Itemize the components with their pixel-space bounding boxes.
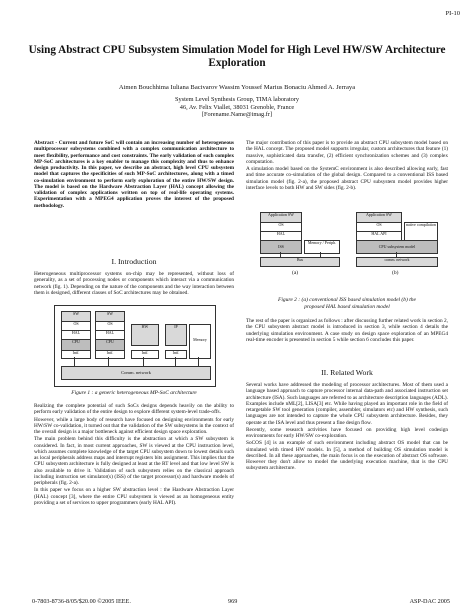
footer-page-number: 969 [228, 598, 238, 605]
fig1-os-box: OS [61, 321, 91, 331]
fig1-cpu-box: CPU [95, 339, 125, 351]
fig2-label-a: (a) [292, 270, 299, 276]
intro-paragraph: The main problem behind this difficulty is the abstraction at which a SW subsystem is considered. In fact, in most current approaches, SW is viewed at the CPU instruction level, which assumes complete knowledge of the target CPU subsystem down to lowest details such as local peripherals address maps and interrupt registers bits assignment. This implies that the CPU subsystem architecture is fully designed at least at the RT level and that low level SW is also available to drive it. Validation of such subsystem relies on the classical approach including instruction set simulator(s) (ISS) of the target processor(s) and hardware models of peripherals (fig. 2-a). [34, 436, 234, 486]
fig2b-app-sw-box: Application SW [356, 212, 402, 223]
intro-paragraph: Realizing the complete potential of such SoCs designs depends heavily on the ability to perform early validation of the entire design to explore different system-level trade-offs. [34, 403, 234, 416]
fig1-hal-box: HAL [95, 330, 125, 340]
fig2a-link [320, 252, 321, 257]
fig1-link [74, 357, 75, 366]
figure-2-caption [246, 297, 448, 310]
fig2a-hal-box: HAL [260, 231, 302, 241]
figure-1-diagram [54, 305, 216, 387]
fig1-link [108, 357, 109, 366]
fig2b-cpu-model-box: CPU subsystem model [356, 240, 438, 254]
intro-paragraph: In this paper we focus on a higher SW abstraction level : the Hardware Abstraction Layer (HAL) concept [3], where the entire CPU subsystem is viewed as an homogeneous entity providing a set of services to upper programmers (early HAL API). [34, 487, 234, 506]
footer-copyright: 0-7803-8736-8/05/$20.00 ©2005 IEEE. [32, 598, 131, 605]
fig2a-bus-box: Bus [260, 257, 340, 267]
intro-paragraph: However, while a large body of research have focused on designing environments for early HW/SW co-validation, it turned out that the validation of the SW subsystems in the context of the overall design is a major bottleneck against efficient design space exploration. [34, 416, 234, 435]
fig2b-native-box: native compilation [404, 222, 438, 241]
organization-paragraph: The rest of the paper is organized as follows : after discussing further related work in section 2, the CPU subsystem abstract model is introduced in section 3, while section 4 details the underlying simulation environment. A case study on design space exploration of an MPEG4 real-time encoder is presented in section 5 while section 6 concludes this paper. [246, 318, 448, 343]
fig1-hal-box: HAL [61, 330, 91, 340]
authors: Aimen Bouchhima Iuliana Bacivarov Wassim Youssef Marius Bonaciu Ahmed A. Jerraya [118, 84, 356, 91]
intro-body [34, 403, 234, 507]
fig1-link [175, 357, 176, 366]
related-paragraph: SoCOS [4] is an example of such environment including abstract OS model that can be simulated with timed HW models. In [5], a method of building OS simulation model is described. In all these approaches, the main focus is on the execution of abstract OS software. However they don't allow to model the underlying execution machine, that is the CPU subsystem architecture. [246, 440, 448, 472]
contribution-body [246, 140, 448, 192]
fig2a-link [280, 252, 281, 257]
fig2a-periph-box: Memory / Periph. [304, 240, 340, 254]
affiliation-line: 46, Av. Felix Viallet, 38031 Grenoble, France [179, 103, 295, 111]
fig1-cpu-box: CPU [61, 339, 91, 351]
fig1-intf-box: Intf. [95, 350, 125, 359]
fig1-sw-box: SW [95, 311, 125, 322]
fig1-os-box: OS [95, 321, 125, 331]
fig2b-hal-api-box: HAL API [356, 231, 402, 241]
section-heading-related-work: II. Related Work [321, 368, 373, 377]
page-id: PI-10 [445, 10, 460, 17]
figure-2-diagram [256, 210, 440, 290]
fig1-hw-box: HW [131, 324, 159, 346]
fig2b-comm-network-box: comm. network [356, 257, 438, 267]
right-paragraph: The major contribution of this paper is to provide an abstract CPU subsystem model based on the HAL concept. The proposed model supports irregular, custom architectures that feature (1) massive, sophisticated data transfer, (2) efficient synchronization schemes and (3) complex computation. [246, 140, 448, 165]
intro-paragraph: Heterogeneous multiprocessor systems on-chip may be represented, without loss of generality, as a set of processing nodes or components which interact via a communication network (fig. 1). Depending on the nature of the components and the way interaction between them is designed, different classes of SoC architectures may be obtained. [34, 271, 234, 296]
fig2a-app-sw-box: Application SW [260, 212, 302, 223]
fig1-intf-box: Intf. [131, 350, 159, 359]
related-work-body [246, 382, 448, 473]
related-paragraph: Recently, some research activities have focused on providing high level codesign environments for early HW/SW co-exploration. [246, 426, 448, 439]
paper-title: Using Abstract CPU Subsystem Simulation Model for High Level HW/SW Architecture Exploration [28, 44, 446, 69]
fig1-comm-network-box: Comm. network [61, 366, 211, 380]
fig2a-iss-box: ISS [260, 240, 302, 254]
fig1-intf-box: Intf. [61, 350, 91, 359]
figure-1-caption: Figure 1 : a generic heterogeneous MP-SoC architecture [71, 390, 197, 396]
section-heading-introduction: I. Introduction [111, 257, 157, 266]
abstract: Abstract - Current and future SoC will contain an increasing number of heterogeneous multiprocessor subsystems combined with a complex communication architecture to meet flexibility, performance and cost constraints. The early validation of such complex MP-SoC architectures is a key enabler to manage this complexity and thus to enhance design productivity. In this paper, we describe an abstract, high level CPU subsystem model that captures the specificities of such MP-SoC architectures, along with a timed co-simulation environment to perform early exploration of the entire HW/SW design. The model is based on the Hardware Abstraction Layer (HAL) concept allowing the validation of complex applications written on top of real-life operating systems. Experimentation with a MPEG4 application proves the interest of the proposed methodology. [34, 140, 234, 209]
fig2b-os-box: OS [356, 222, 402, 232]
affiliation-line: [Forename.Name@imag.fr] [201, 111, 273, 119]
figure-2-caption-line: proposed HAL based simulation model [304, 303, 390, 310]
related-paragraph: Several works have addressed the modeling of processor architectures. Most of them used a language based approach to capture processor internal data-path and associated instruction set architecture (ISA). Such languages are referred to as architecture description languages (ADL). Examples include nML[2], LISA[3] etc. While having played an important role in the field of retargetable SW tool generation (compiler, assembler, simulators etc) and HW synthesis, such languages are not intended to capture the whole CPU subsystem architecture. Besides, they operate at the ISA level and thus present a fine design flow. [246, 382, 448, 426]
affiliation-line: System Level Synthesis Group, TIMA laboratory [174, 96, 300, 103]
right-paragraph: A simulation model based on the SystemC environment is also described allowing early, fast and time accurate co-simulation of the global design. Compared to a conventional ISS based simulation model (fig. 2-a), the proposed abstract CPU subsystem model provides higher interface levels to both HW and SW sides (fig. 2-b). [246, 166, 448, 191]
fig1-intf-box: Intf. [165, 350, 187, 359]
fig1-ip-box: IP [165, 324, 187, 346]
footer-conference: ASP-DAC 2005 [409, 598, 450, 605]
fig1-sw-box: SW [61, 311, 91, 322]
fig2-label-b: (b) [392, 270, 399, 276]
fig1-link [143, 357, 144, 366]
affiliation [20, 96, 454, 119]
fig2a-os-box: OS [260, 222, 302, 232]
fig1-link [198, 357, 199, 366]
fig1-memory-box: Memory [189, 324, 211, 359]
figure-2-caption-line: Figure 2 : (a) conventional ISS based simulation model (b) the [278, 297, 416, 303]
fig2b-link [396, 252, 397, 257]
